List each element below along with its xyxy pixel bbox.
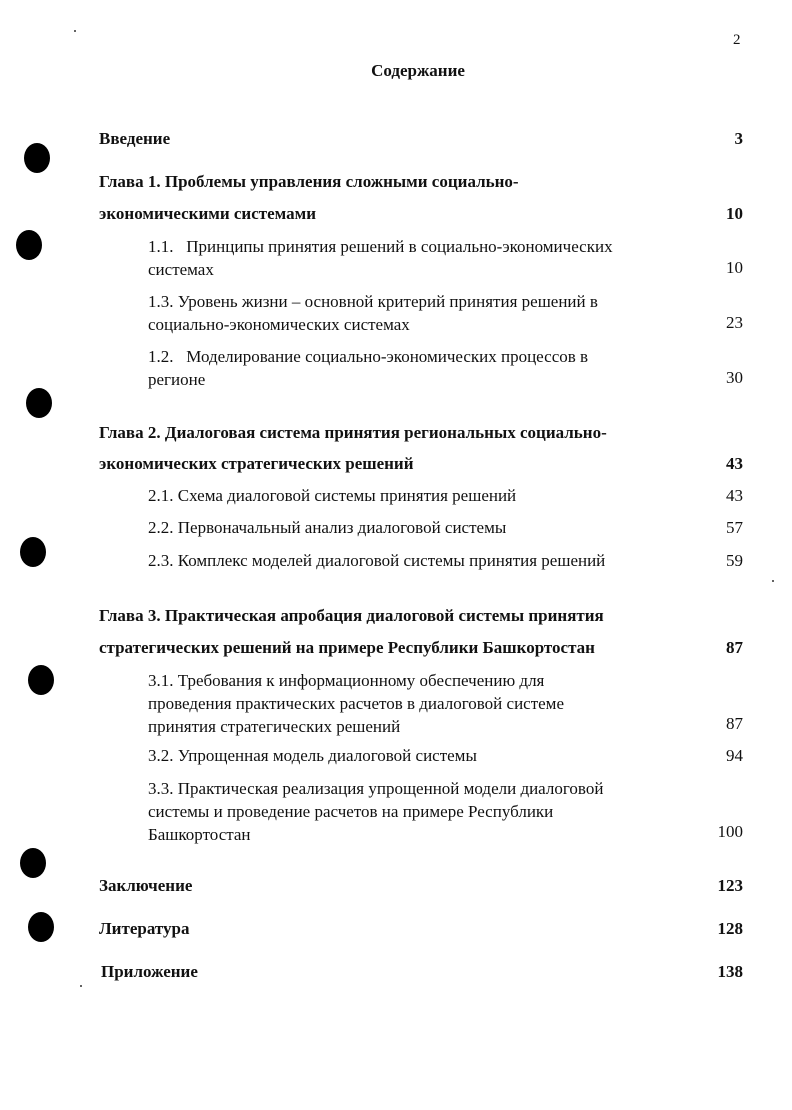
toc-literature-label: Литература (99, 919, 190, 938)
toc-ch1-sec2 (148, 290, 598, 336)
toc-ch2-sec3-page: 59 (726, 551, 743, 570)
toc-ch2-page: 43 (726, 454, 743, 473)
toc-ch3-sec3-line3: Башкортостан (148, 825, 251, 844)
toc-appendix-page: 138 (717, 962, 743, 981)
toc-conclusion-page: 123 (717, 876, 743, 895)
toc-ch3-sec2: 3.2. Упрощенная модель диалоговой системы (148, 746, 477, 765)
toc-ch3-sec1 (148, 669, 564, 738)
punch-hole (16, 230, 42, 260)
toc-ch3-sec1-line3: принятия стратегических решений (148, 717, 401, 736)
toc-literature-page: 128 (717, 919, 743, 938)
toc-ch2-sec2: 2.2. Первоначальный анализ диалоговой системы (148, 518, 507, 537)
toc-ch3-page: 87 (726, 638, 743, 657)
punch-hole (28, 912, 54, 942)
toc-ch2-sec2-page: 57 (726, 518, 743, 537)
toc-ch3-sec3-page: 100 (717, 822, 743, 841)
toc-ch2-sec1-page: 43 (726, 486, 743, 505)
toc-ch3-sec1-line2: проведения практических расчетов в диалоговой системе (148, 694, 564, 713)
toc-intro-label: Введение (99, 129, 171, 148)
toc-ch2-sec1: 2.1. Схема диалоговой системы принятия решений (148, 486, 517, 505)
toc-intro-page: 3 (734, 129, 743, 148)
toc-ch3-sec3 (148, 777, 603, 846)
toc-ch1-page: 10 (726, 204, 743, 223)
toc-ch3-sec1-page: 87 (726, 714, 743, 733)
toc-ch2-title-line1: Глава 2. Диалоговая система принятия региональных социально- (99, 423, 607, 442)
toc-ch3-sec2-page: 94 (726, 746, 743, 765)
toc-ch1-sec3-line2: регионе (148, 370, 206, 389)
punch-hole (26, 388, 52, 418)
punch-hole (20, 848, 46, 878)
toc-ch3-title-line2: стратегических решений на примере Республики Башкортостан (99, 638, 595, 657)
toc-ch2-sec3: 2.3. Комплекс моделей диалоговой системы принятия решений (148, 551, 606, 570)
toc-ch3-sec3-line1: 3.3. Практическая реализация упрощенной модели диалоговой (148, 779, 604, 798)
toc-ch2-title-line2: экономических стратегических решений (99, 454, 414, 473)
toc-ch1-sec1-page: 10 (726, 258, 743, 277)
toc-ch3-title-line1: Глава 3. Практическая апробация диалоговой системы принятия (99, 606, 604, 625)
toc-ch1-sec1 (148, 235, 613, 281)
scan-speck (74, 30, 76, 32)
toc-ch1-sec3-line1: 1.2. Моделирование социально-экономических процессов в (148, 347, 589, 366)
toc-appendix-label: Приложение (101, 962, 198, 981)
scan-speck (772, 580, 774, 582)
punch-hole (24, 143, 50, 173)
toc-ch1-sec1-line1: 1.1. Принципы принятия решений в социально-экономических (148, 237, 613, 256)
toc-ch1-title-line2: экономическими системами (99, 204, 316, 223)
page-title: Содержание (371, 61, 465, 80)
toc-conclusion-label: Заключение (99, 876, 193, 895)
toc-ch1-title-line1: Глава 1. Проблемы управления сложными социально- (99, 172, 519, 191)
toc-ch1-sec2-line1: 1.3. Уровень жизни – основной критерий принятия решений в (148, 292, 598, 311)
toc-ch3-sec3-line2: системы и проведение расчетов на примере Республики (148, 802, 554, 821)
toc-ch1-sec2-line2: социально-экономических системах (148, 315, 410, 334)
toc-ch1-sec1-line2: системах (148, 260, 214, 279)
toc-ch1-sec3-page: 30 (726, 368, 743, 387)
scan-speck (80, 985, 82, 987)
punch-hole (20, 537, 46, 567)
toc-ch1-sec3 (148, 345, 588, 391)
toc-ch1-sec2-page: 23 (726, 313, 743, 332)
toc-ch3-sec1-line1: 3.1. Требования к информационному обеспечению для (148, 671, 545, 690)
punch-hole (28, 665, 54, 695)
page-number: 2 (733, 32, 741, 48)
